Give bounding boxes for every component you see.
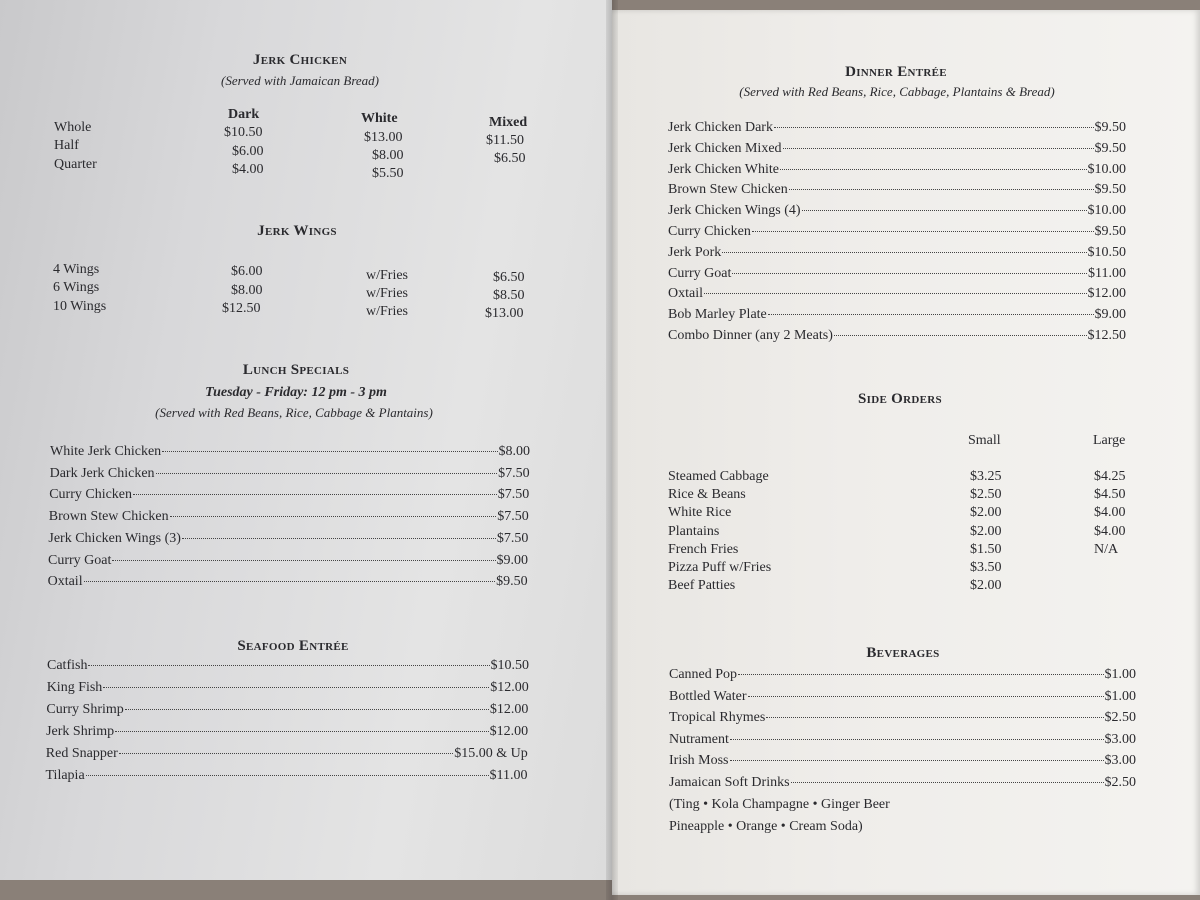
menu-item-name: Jamaican Soft Drinks <box>669 774 790 790</box>
menu-item-row <box>46 768 528 784</box>
menu-item-row <box>668 162 1126 178</box>
wings-4-price: $6.00 <box>231 264 263 279</box>
menu-item-price: $10.00 <box>1087 203 1126 219</box>
menu-item-price: $7.50 <box>497 509 529 525</box>
menu-item-price: $3.00 <box>1104 731 1136 747</box>
menu-item-row <box>669 732 1136 748</box>
menu-item-row <box>48 553 528 569</box>
menu-item-name: Jerk Chicken Dark <box>668 120 773 135</box>
menu-item-price: $7.50 <box>498 465 530 481</box>
white-whole-price: $13.00 <box>364 130 403 145</box>
seafood-heading: Seafood Entrée <box>237 638 349 654</box>
menu-item-price: $7.50 <box>497 487 530 503</box>
menu-item-row <box>47 658 529 674</box>
dot-leader <box>802 210 1087 211</box>
menu-item-row <box>48 531 528 547</box>
white-half-price: $8.00 <box>372 148 404 163</box>
menu-item-row <box>668 307 1126 323</box>
menu-item-price: $7.50 <box>496 530 529 546</box>
menu-item-row <box>50 466 530 482</box>
dot-leader <box>162 451 497 452</box>
lunch-specials-heading: Lunch Specials <box>242 362 350 378</box>
dot-leader <box>730 739 1104 740</box>
wings-6-fries-price: $8.50 <box>493 288 525 303</box>
menu-item-price: $12.00 <box>489 702 529 717</box>
beverages-heading: Beverages <box>866 645 940 661</box>
side-small: $3.50 <box>970 560 1002 575</box>
dot-leader <box>766 717 1103 718</box>
dot-leader <box>88 665 489 666</box>
jerk-chicken-heading: Jerk Chicken <box>252 52 348 68</box>
dot-leader <box>738 674 1103 675</box>
side-name: French Fries <box>668 541 739 557</box>
menu-item-name: Curry Shrimp <box>46 702 124 717</box>
menu-item-name: Catfish <box>47 658 88 673</box>
dark-half-price: $6.00 <box>232 144 264 159</box>
menu-item-price: $12.50 <box>1087 328 1126 343</box>
menu-item-price: $1.00 <box>1104 667 1136 682</box>
dinner-subtitle: (Served with Red Beans, Rice, Cabbage, Plantains & Bread) <box>739 84 1055 99</box>
menu-item-name: Nutrament <box>669 731 729 747</box>
menu-item-row <box>46 746 528 762</box>
menu-item-price: $15.00 & Up <box>454 746 528 761</box>
size-quarter: Quarter <box>54 157 97 172</box>
menu-item-name: Jerk Pork <box>668 244 722 260</box>
menu-item-row <box>668 203 1126 219</box>
dot-leader <box>791 782 1104 783</box>
menu-item-row <box>669 689 1136 705</box>
dot-leader <box>704 293 1087 294</box>
col-dark: Dark <box>228 107 260 122</box>
wings-10-fries-price: $13.00 <box>485 306 524 321</box>
side-name: Steamed Cabbage <box>668 469 769 484</box>
side-small: $1.50 <box>970 541 1002 557</box>
dot-leader <box>768 314 1094 315</box>
wings-6: 6 Wings <box>53 280 100 295</box>
side-large: $4.50 <box>1094 487 1126 503</box>
menu-item-name: Jerk Chicken White <box>668 161 779 177</box>
soft-drinks-note-1: (Ting • Kola Champagne • Ginger Beer <box>669 797 890 812</box>
mixed-whole-price: $11.50 <box>486 133 524 148</box>
menu-item-name: Tropical Rhymes <box>669 710 766 725</box>
lunch-subtitle: (Served with Red Beans, Rice, Cabbage & Plantains) <box>155 405 433 420</box>
dot-leader <box>834 335 1087 336</box>
menu-item-price: $2.50 <box>1104 710 1136 725</box>
side-small: $2.50 <box>970 487 1002 503</box>
menu-item-row <box>669 667 1136 683</box>
menu-item-name: Curry Chicken <box>49 487 133 503</box>
menu-item-name: Curry Goat <box>668 265 732 281</box>
menu-item-row <box>669 710 1136 726</box>
menu-item-row <box>46 702 528 718</box>
size-half: Half <box>54 138 79 153</box>
side-small: $2.00 <box>970 505 1002 521</box>
side-large: $4.00 <box>1094 523 1126 539</box>
side-name: Rice & Beans <box>668 487 746 503</box>
menu-item-name: Oxtail <box>668 286 703 302</box>
menu-item-price: $11.00 <box>1088 265 1126 281</box>
menu-item-row <box>668 182 1126 198</box>
menu-item-price: $9.00 <box>496 552 528 568</box>
menu-item-price: $10.50 <box>1087 244 1126 260</box>
dot-leader <box>732 273 1087 274</box>
side-large: $4.00 <box>1094 505 1126 521</box>
menu-item-name: Canned Pop <box>669 667 738 682</box>
side-small: $2.00 <box>970 578 1002 594</box>
menu-item-row <box>668 224 1126 240</box>
menu-item-price: $9.00 <box>1094 307 1126 323</box>
dot-leader <box>84 581 496 582</box>
dot-leader <box>783 148 1094 149</box>
menu-item-row <box>50 444 530 460</box>
jerk-wings-heading: Jerk Wings <box>257 223 337 239</box>
menu-item-row <box>668 120 1126 136</box>
lunch-hours: Tuesday - Friday: 12 pm - 3 pm <box>205 385 387 400</box>
wings-6-price: $8.00 <box>231 283 263 298</box>
wings-6-fries: w/Fries <box>366 286 408 301</box>
dot-leader <box>119 753 454 754</box>
menu-item-name: Curry Goat <box>48 552 112 568</box>
menu-item-price: $8.00 <box>498 444 530 459</box>
menu-item-name: Curry Chicken <box>668 224 751 239</box>
menu-item-row <box>46 724 528 740</box>
side-large: N/A <box>1094 541 1119 557</box>
menu-item-row <box>48 574 528 590</box>
soft-drinks-note-2: Pineapple • Orange • Cream Soda) <box>669 819 863 834</box>
col-large: Large <box>1093 433 1126 448</box>
menu-item-name: Jerk Chicken Wings (3) <box>48 530 181 546</box>
menu-item-name: Jerk Chicken Mixed <box>668 140 782 156</box>
menu-item-row <box>669 775 1136 791</box>
side-orders-heading: Side Orders <box>858 391 942 407</box>
jerk-chicken-subtitle: (Served with Jamaican Bread) <box>221 73 379 88</box>
side-small: $2.00 <box>970 523 1002 539</box>
dot-leader <box>86 775 489 776</box>
menu-item-price: $3.00 <box>1104 753 1136 768</box>
menu-item-price: $10.50 <box>490 658 529 673</box>
menu-item-price: $2.50 <box>1104 774 1136 790</box>
menu-item-name: Brown Stew Chicken <box>48 509 169 525</box>
dot-leader <box>730 760 1104 761</box>
dot-leader <box>722 252 1086 253</box>
side-name: Plantains <box>668 523 720 539</box>
menu-item-row <box>49 487 529 503</box>
menu-item-price: $12.00 <box>1087 286 1126 302</box>
dot-leader <box>774 127 1094 128</box>
dot-leader <box>103 687 489 688</box>
menu-item-price: $12.00 <box>489 724 529 739</box>
menu-fold <box>606 0 618 900</box>
menu-item-price: $1.00 <box>1104 688 1136 704</box>
wings-4: 4 Wings <box>53 262 100 277</box>
dot-leader <box>125 709 489 710</box>
col-small: Small <box>968 433 1001 448</box>
menu-item-price: $12.00 <box>490 680 529 695</box>
menu-item-row <box>668 141 1126 157</box>
dot-leader <box>789 189 1094 190</box>
menu-item-row <box>668 245 1126 261</box>
menu-item-name: Bob Marley Plate <box>668 307 767 323</box>
menu-item-name: Red Snapper <box>45 746 118 761</box>
menu-item-price: $9.50 <box>1094 224 1126 239</box>
menu-item-price: $9.50 <box>1094 140 1126 156</box>
col-white: White <box>361 111 398 126</box>
side-name: White Rice <box>668 505 732 521</box>
white-quarter-price: $5.50 <box>372 166 404 181</box>
menu-item-name: Oxtail <box>47 574 83 590</box>
dot-leader <box>156 473 498 474</box>
menu-item-row <box>668 266 1126 282</box>
menu-item-name: Tilapia <box>45 768 85 783</box>
side-name: Beef Patties <box>668 578 736 594</box>
dot-leader <box>182 538 496 539</box>
wings-10-fries: w/Fries <box>366 304 408 319</box>
menu-item-name: Combo Dinner (any 2 Meats) <box>668 328 833 343</box>
dot-leader <box>780 169 1087 170</box>
menu-item-name: White Jerk Chicken <box>50 444 162 459</box>
mixed-half-price: $6.50 <box>494 151 526 166</box>
menu-item-name: Bottled Water <box>669 688 747 704</box>
menu-item-name: Irish Moss <box>669 753 729 768</box>
menu-item-row <box>668 328 1126 344</box>
dot-leader <box>133 494 497 495</box>
dark-quarter-price: $4.00 <box>232 162 264 177</box>
menu-item-name: Jerk Chicken Wings (4) <box>668 203 801 219</box>
dot-leader <box>752 231 1094 232</box>
wings-4-fries: w/Fries <box>366 268 408 283</box>
menu-item-price: $9.50 <box>496 574 528 590</box>
dinner-heading: Dinner Entrée <box>845 64 947 80</box>
menu-item-row <box>669 753 1136 769</box>
wings-10-price: $12.50 <box>222 301 261 316</box>
menu-item-row <box>49 509 529 525</box>
menu-item-name: King Fish <box>46 680 103 695</box>
size-whole: Whole <box>54 120 92 135</box>
side-small: $3.25 <box>970 469 1002 484</box>
dark-whole-price: $10.50 <box>224 125 263 140</box>
menu-item-price: $10.00 <box>1087 161 1126 177</box>
col-mixed: Mixed <box>489 115 528 130</box>
menu-item-name: Dark Jerk Chicken <box>49 465 155 481</box>
menu-item-name: Brown Stew Chicken <box>668 182 788 198</box>
wings-4-fries-price: $6.50 <box>493 270 525 285</box>
wings-10: 10 Wings <box>53 299 107 314</box>
dot-leader <box>748 696 1104 697</box>
dot-leader <box>112 560 495 561</box>
dot-leader <box>170 516 497 517</box>
menu-item-row <box>668 286 1126 302</box>
side-large: $4.25 <box>1094 469 1126 484</box>
menu-item-price: $9.50 <box>1094 120 1126 135</box>
menu-item-price: $11.00 <box>489 768 528 783</box>
menu-item-price: $9.50 <box>1094 182 1126 198</box>
side-name: Pizza Puff w/Fries <box>668 560 772 575</box>
menu-item-row <box>47 680 529 696</box>
menu-item-name: Jerk Shrimp <box>46 724 115 739</box>
dot-leader <box>115 731 488 732</box>
